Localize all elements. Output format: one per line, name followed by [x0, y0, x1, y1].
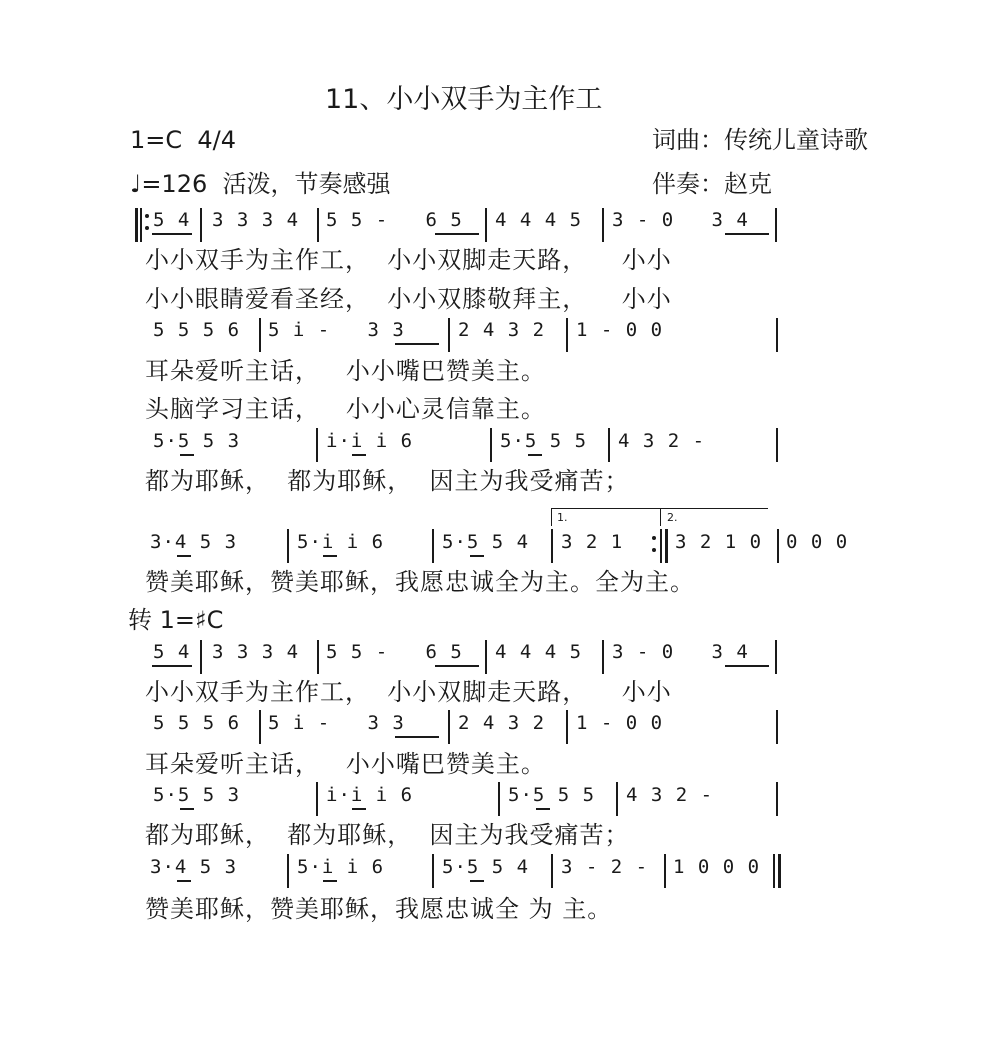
barline — [660, 529, 662, 563]
modulation-marking: 转 1=♯C — [128, 606, 224, 634]
repeat-end-barline — [665, 529, 668, 563]
volta-bracket — [660, 508, 661, 526]
lyric-line: 赞美耶稣，赞美耶稣，我愿忠诚全为主。全为主。 — [145, 568, 695, 596]
measure-notes: 5 4 — [153, 641, 191, 663]
lyric-line: 头脑学习主话， 小小心灵信靠主。 — [145, 395, 546, 423]
measure-notes: 1 - 0 0 — [576, 319, 664, 341]
measure-notes: 3 - 2 - — [561, 856, 649, 878]
key-signature: 1=C 4/4 — [130, 126, 237, 154]
underline-beam — [177, 880, 191, 882]
underline-beam — [152, 233, 192, 235]
lyric-line: 耳朵爱听主话， 小小嘴巴赞美主。 — [145, 750, 546, 778]
barline — [317, 208, 319, 242]
song-title: 11、小小双手为主作工 — [325, 84, 603, 115]
barline — [498, 782, 500, 816]
lyric-line: 小小眼睛爱看圣经， 小小双膝敬拜主， 小小 — [145, 285, 672, 313]
underline-beam — [180, 808, 194, 810]
barline — [485, 640, 487, 674]
underline-beam — [323, 555, 337, 557]
measure-notes: 5 5 - 6 5 — [326, 641, 463, 663]
lyric-line: 都为耶稣， 都为耶稣， 因主为我受痛苦； — [145, 821, 630, 849]
barline — [776, 710, 778, 744]
barline — [287, 854, 289, 888]
measure-notes: 4 4 4 5 — [495, 641, 583, 663]
barline — [551, 529, 553, 563]
barline — [432, 529, 434, 563]
measure-notes: 5 5 - 6 5 — [326, 209, 463, 231]
measure-notes: 3 2 1 0 — [675, 531, 763, 553]
underline-beam — [528, 454, 542, 456]
barline — [602, 640, 604, 674]
measure-notes: 5·i̇ i̇ 6 — [297, 856, 385, 878]
measure-notes: 2 4 3 2 — [458, 319, 546, 341]
tempo-marking: ♩=126 活泼，节奏感强 — [130, 170, 391, 198]
underline-beam — [470, 880, 484, 882]
lyric-line: 小小双手为主作工， 小小双脚走天路， 小小 — [145, 246, 672, 274]
measure-notes: 5·5 5 3 — [153, 430, 241, 452]
measure-notes: i̇·i̇ i̇ 6 — [326, 430, 414, 452]
barline — [551, 854, 553, 888]
barline — [316, 428, 318, 462]
underline-beam — [725, 233, 769, 235]
measure-notes: 5·5 5 3 — [153, 784, 241, 806]
barline — [777, 529, 779, 563]
underline-beam — [470, 555, 484, 557]
underline-beam — [180, 454, 194, 456]
barline — [448, 710, 450, 744]
measure-notes: 4 3 2 - — [626, 784, 714, 806]
barline — [287, 529, 289, 563]
measure-notes: 5 5 5 6 — [153, 319, 241, 341]
measure-notes: 3 3 3 4 — [212, 641, 300, 663]
lyric-line: 耳朵爱听主话， 小小嘴巴赞美主。 — [145, 357, 546, 385]
final-barline — [773, 854, 775, 888]
measure-notes: 4 3 2 - — [618, 430, 706, 452]
barline — [200, 208, 202, 242]
measure-notes: 3 - 0 3 4 — [612, 209, 749, 231]
underline-beam — [725, 665, 769, 667]
volta-bracket — [551, 508, 552, 526]
barline — [140, 208, 142, 242]
barline — [200, 640, 202, 674]
repeat-dots — [145, 214, 151, 230]
measure-notes: 3·4 5 3 — [150, 856, 238, 878]
underline-beam — [395, 736, 439, 738]
measure-notes: 5·i̇ i̇ 6 — [297, 531, 385, 553]
barline — [776, 318, 778, 352]
underline-beam — [395, 343, 439, 345]
lyrics-credit: 词曲：传统儿童诗歌 — [652, 126, 868, 154]
barline — [485, 208, 487, 242]
measure-notes: 3·4 5 3 — [150, 531, 238, 553]
measure-notes: 1 0 0 0 — [673, 856, 761, 878]
underline-beam — [352, 808, 366, 810]
underline-beam — [435, 665, 479, 667]
barline — [602, 208, 604, 242]
barline — [616, 782, 618, 816]
barline — [566, 710, 568, 744]
barline — [664, 854, 666, 888]
barline — [566, 318, 568, 352]
measure-notes: 5 4 — [153, 209, 191, 231]
measure-notes: 5·5 5 4 — [442, 856, 530, 878]
barline — [775, 208, 777, 242]
barline — [490, 428, 492, 462]
underline-beam — [177, 555, 191, 557]
accompaniment-credit: 伴奏：赵克 — [652, 170, 772, 198]
measure-notes: i̇·i̇ i̇ 6 — [326, 784, 414, 806]
measure-notes: 2 4 3 2 — [458, 712, 546, 734]
barline — [448, 318, 450, 352]
lyric-line: 都为耶稣， 都为耶稣， 因主为我受痛苦； — [145, 467, 630, 495]
repeat-dots — [652, 536, 658, 552]
barline — [776, 782, 778, 816]
measure-notes: 3 - 0 3 4 — [612, 641, 749, 663]
measure-notes: 5·5 5 5 — [500, 430, 588, 452]
lyric-line: 小小双手为主作工， 小小双脚走天路， 小小 — [145, 678, 672, 706]
measure-notes: 3 2 1 — [561, 531, 624, 553]
underline-beam — [435, 233, 479, 235]
measure-notes: 5 i̇ - 3 3 — [268, 319, 405, 341]
underline-beam — [152, 665, 192, 667]
barline — [317, 640, 319, 674]
volta-label: 2. — [667, 511, 678, 524]
barline — [259, 318, 261, 352]
barline — [776, 428, 778, 462]
lyric-line: 赞美耶稣，赞美耶稣，我愿忠诚全 为 主。 — [145, 895, 613, 923]
repeat-start-barline — [135, 208, 138, 242]
underline-beam — [536, 808, 550, 810]
underline-beam — [323, 880, 337, 882]
barline — [608, 428, 610, 462]
barline — [316, 782, 318, 816]
measure-notes: 3 3 3 4 — [212, 209, 300, 231]
measure-notes: 5·5 5 4 — [442, 531, 530, 553]
barline — [775, 640, 777, 674]
volta-label: 1. — [557, 511, 568, 524]
measure-notes: 1 - 0 0 — [576, 712, 664, 734]
underline-beam — [352, 454, 366, 456]
final-barline-thick — [778, 854, 781, 888]
measure-notes: 0 0 0 — [786, 531, 849, 553]
measure-notes: 5 i̇ - 3 3 — [268, 712, 405, 734]
measure-notes: 5 5 5 6 — [153, 712, 241, 734]
measure-notes: 4 4 4 5 — [495, 209, 583, 231]
barline — [259, 710, 261, 744]
barline — [432, 854, 434, 888]
measure-notes: 5·5 5 5 — [508, 784, 596, 806]
